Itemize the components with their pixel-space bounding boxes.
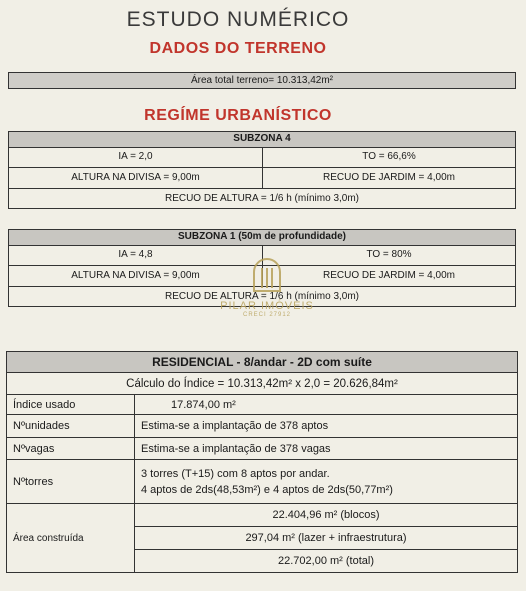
section-title-regime: REGÍME URBANÍSTICO — [144, 107, 332, 124]
torres-value-line-1: 3 torres (T+15) com 8 aptos por andar. — [141, 467, 330, 480]
indice-usado-value: 17.874,00 m² — [135, 395, 518, 415]
torres-value-line-2: 4 aptos de 2ds(48,53m²) e 4 aptos de 2ds(50,77m²) — [141, 483, 393, 496]
indice-usado-label: Índice usado — [7, 395, 135, 415]
calculo-indice: Cálculo do Índice = 10.313,42m² x 2,0 = 20.626,84m² — [7, 373, 518, 395]
subzona-4-to: TO = 66,6% — [362, 151, 416, 162]
torres-label: Nºtorres — [7, 460, 135, 504]
area-blocos: 22.404,96 m² (blocos) — [135, 504, 518, 527]
subzona-1-recuo-altura: RECUO DE ALTURA = 1/6 h (mínimo 3,0m) — [164, 291, 360, 302]
subzona-4-recuo-jardim: RECUO DE JARDIM = 4,00m — [323, 172, 455, 183]
area-lazer: 297,04 m² (lazer + infraestrutura) — [135, 527, 518, 550]
vagas-label: Nºvagas — [7, 438, 135, 460]
subzona-1-recuo-jardim: RECUO DE JARDIM = 4,00m — [323, 270, 455, 281]
area-total: 22.702,00 m² (total) — [135, 550, 518, 573]
section-title-dados: DADOS DO TERRENO — [149, 40, 327, 57]
building-logo-icon — [253, 258, 281, 292]
unidades-label: Nºunidades — [7, 415, 135, 438]
residencial-section — [6, 351, 518, 573]
unidades-value: Estima-se a implantação de 378 aptos — [135, 415, 518, 438]
residencial-table — [6, 351, 518, 573]
subzona-4-recuo-altura: RECUO DE ALTURA = 1/6 h (mínimo 3,0m) — [164, 193, 360, 204]
subzona-4-altura: ALTURA NA DIVISA = 9,00m — [9, 168, 263, 188]
subzona-1-to: TO = 80% — [366, 249, 412, 260]
subzona-4-table — [8, 131, 516, 209]
page-title: ESTUDO NUMÉRICO — [126, 8, 350, 31]
subzona-1-ia: IA = 4,8 — [9, 246, 263, 265]
watermark-creci: CRECI 27912 — [242, 312, 292, 318]
residencial-header: RESIDENCIAL - 8/andar - 2D com suíte — [7, 352, 518, 373]
pilar-imoveis-watermark — [217, 258, 317, 318]
watermark-name: PILAR IMÓVEIS — [220, 300, 314, 312]
subzona-4-header: SUBZONA 4 — [9, 132, 515, 148]
subzona-1-altura: ALTURA NA DIVISA = 9,00m — [9, 266, 263, 286]
area-total-bar: Área total terreno= 10.313,42m² — [8, 72, 516, 89]
subzona-4-ia: IA = 2,0 — [9, 148, 263, 167]
vagas-value: Estima-se a implantação de 378 vagas — [135, 438, 518, 460]
area-construida-label: Área construída — [7, 504, 135, 573]
subzona-1-header: SUBZONA 1 (50m de profundidade) — [9, 230, 515, 246]
